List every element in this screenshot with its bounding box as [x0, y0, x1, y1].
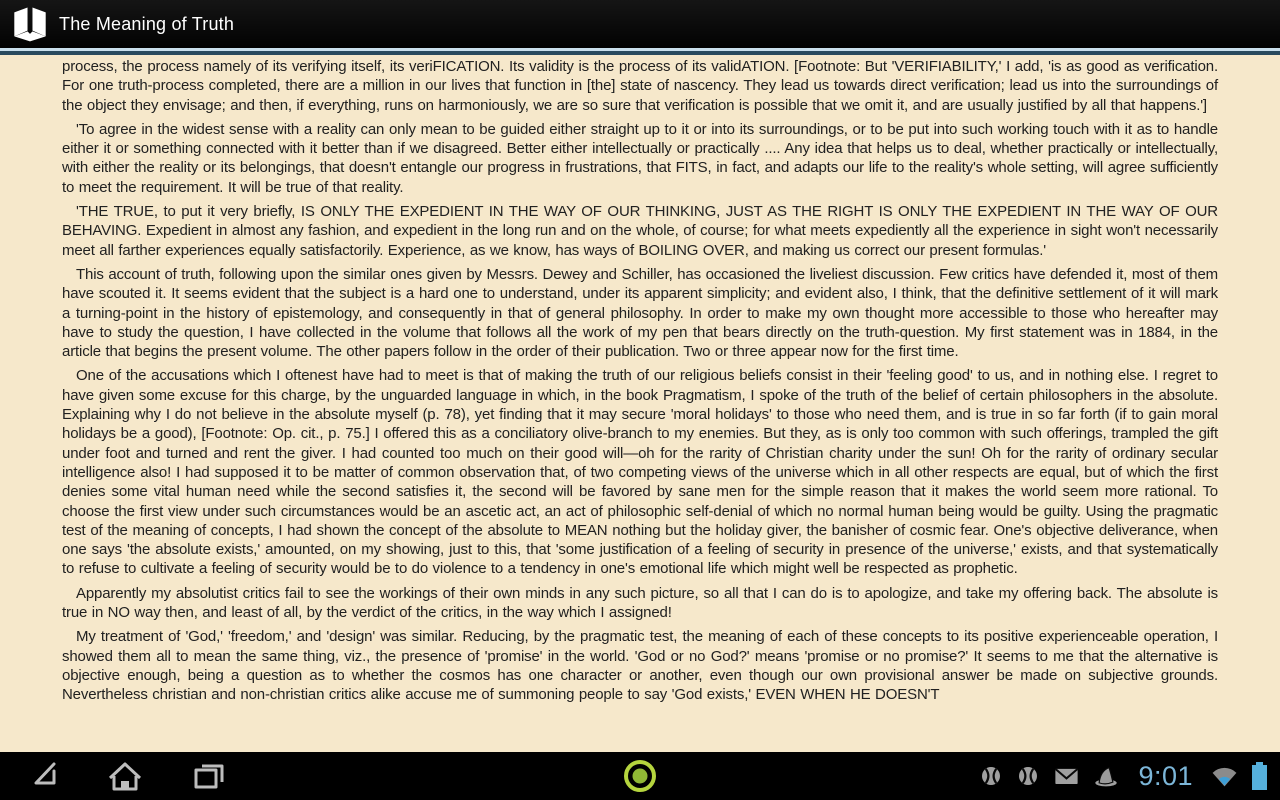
ball-notification-icon — [979, 764, 1003, 788]
paragraph: My treatment of 'God,' 'freedom,' and 'design' was similar. Reducing, by the pragmatic test, the meaning of each of these concepts to its positive experienceable operation, I showed them all to mean the same thing, viz., the presence of 'promise' in the world. 'God or no God?' means 'promise or no promise?' It seems to me that the alternative is objective enough, being a question as to whether the cosmos has one character or another, even though our own provisional answer be made on subjective grounds. Nevertheless christian and non-christian critics alike accuse me of summoning people to say 'God exists,' EVEN WHEN HE DOESN'T — [62, 628, 1218, 704]
paragraph: 'THE TRUE, to put it very briefly, IS ONLY THE EXPEDIENT IN THE WAY OF OUR THINKING, JUST AS THE RIGHT IS ONLY THE EXPEDIENT IN THE WAY OF OUR BEHAVING. Expedient in almost any fashion, and expedient in the long run and on the whole, of course; for what meets expediently all the experience in sight won't necessarily meet all farther experiences equally satisfactorily. Experience, as we know, has ways of BOILING OVER, and making us correct our present formulas.' — [62, 203, 1218, 259]
paragraph: Apparently my absolutist critics fail to see the workings of their own minds in any such picture, so all that I can do is to apologize, and take my offering back. The absolute is true in NO way then, and least of all, by the verdict of the critics, in the way which I assigned! — [62, 584, 1218, 622]
screen-record-icon — [624, 760, 656, 792]
wifi-icon — [1211, 764, 1238, 788]
status-area[interactable] — [979, 752, 1268, 800]
system-navigation-bar — [0, 752, 1280, 800]
page-title: The Meaning of Truth — [59, 13, 235, 34]
action-bar — [0, 0, 1280, 48]
home-button[interactable] — [102, 753, 148, 799]
ball-notification-icon — [1016, 764, 1040, 788]
paragraph: process, the process namely of its verifying itself, its veriFICATION. Its validity is the process of its validATION. [Footnote: But 'VERIFIABILITY,' I add, 'is as good as verification. For one truth-process completed, there are a million in our lives that function in [the] state of nascency. They lead us towards direct verification; lead us into the surroundings of the object they envisage; and then, if everything, runs on harmoniously, we are so sure that verification is possible that we omit it, and are usually justified by all that happens.'] — [62, 58, 1218, 114]
paragraph: 'To agree in the widest sense with a reality can only mean to be guided either straight up to it or into its surroundings, or to be put into such working touch with it as to handle either it or something connected with it better than if we disagreed. Better either intellectually or practically .... Any idea that helps us to deal, whether practically or intellectually, with either the reality or its belongings, that doesn't entangle our progress in frustrations, that FITS, in fact, and adapts our life to the reality's whole setting, will agree sufficiently to meet the requirement. It will be true of that reality. — [62, 120, 1218, 196]
nav-button-group — [0, 753, 232, 799]
status-clock: 9:01 — [1138, 760, 1193, 791]
recent-apps-icon — [196, 766, 222, 787]
home-icon — [110, 764, 140, 789]
email-notification-icon — [1053, 764, 1080, 788]
reader-page[interactable] — [0, 55, 1280, 752]
screen-record-button[interactable] — [624, 760, 656, 792]
back-button[interactable] — [18, 753, 64, 799]
paragraph: One of the accusations which I oftenest have had to meet is that of making the truth of our religious beliefs consist in their 'feeling good' to us, and in nothing else. I regret to have given some excuse for this charge, by the unguarded language in which, in the book Pragmatism, I spoke of the truth of the belief of certain philosophers in the absolute. Explaining why I do not believe in the absolute myself (p. 78), yet finding that it may secure 'moral holidays' to those who need them, and is true in so far forth (if to gain moral holidays be a good), [Footnote: Op. cit., p. 75.] I offered this as a conciliatory olive-branch to my enemies. But they, as is only too common with such offerings, trampled the gift under foot and turned and rent the giver. I had counted too much on their good will—oh for the rarity of Christian charity under the sun! Oh for the rarity of ordinary secular intelligence also! I had supposed it to be matter of common observation that, of two competing views of the universe which in all other respects are equal, but of which the first denies some vital human need while the second satisfies it, the second will be favored by sane men for the simple reason that it makes the world seem more rational. To choose the first view under such circumstances would be an ascetic act, an act of philosophic self-denial of which no normal human being would be guilty. Using the pragmatic test of the meaning of concepts, I had shown the concept of the absolute to MEAN nothing but the holiday giver, the banisher of cosmic fear. One's objective deliverance, when one says 'the absolute exists,' amounted, on my showing, just to this, that 'some justification of a feeling of security in presence of the universe,' exists, and that systematically to refuse to cultivate a feeling of security would be to do violence to a tendency in one's emotional life which might well be respected as prophetic. — [62, 367, 1218, 578]
recent-apps-button[interactable] — [186, 753, 232, 799]
paragraph: This account of truth, following upon the similar ones given by Messrs. Dewey and Schiller, has occasioned the liveliest discussion. Few critics have defended it, most of them have scouted it. It seems evident that the subject is a hard one to understand, under its apparent simplicity; and evident also, I think, that the definitive settlement of it will mark a turning-point in the history of epistemology, and consequently in that of general philosophy. In order to make my own thought more accessible to those who hereafter may have to study the question, I have collected in the volume that follows all the work of my pen that bears directly on the truth-question. My first statement was in 1884, in the article that begins the present volume. The other papers follow in the order of their publication. Two or three appear now for the first time. — [62, 265, 1218, 361]
back-icon — [36, 764, 54, 783]
open-book-icon — [10, 5, 50, 43]
battery-icon — [1251, 761, 1268, 791]
paragraphs-container — [62, 57, 1218, 705]
hat-notification-icon — [1093, 764, 1119, 788]
